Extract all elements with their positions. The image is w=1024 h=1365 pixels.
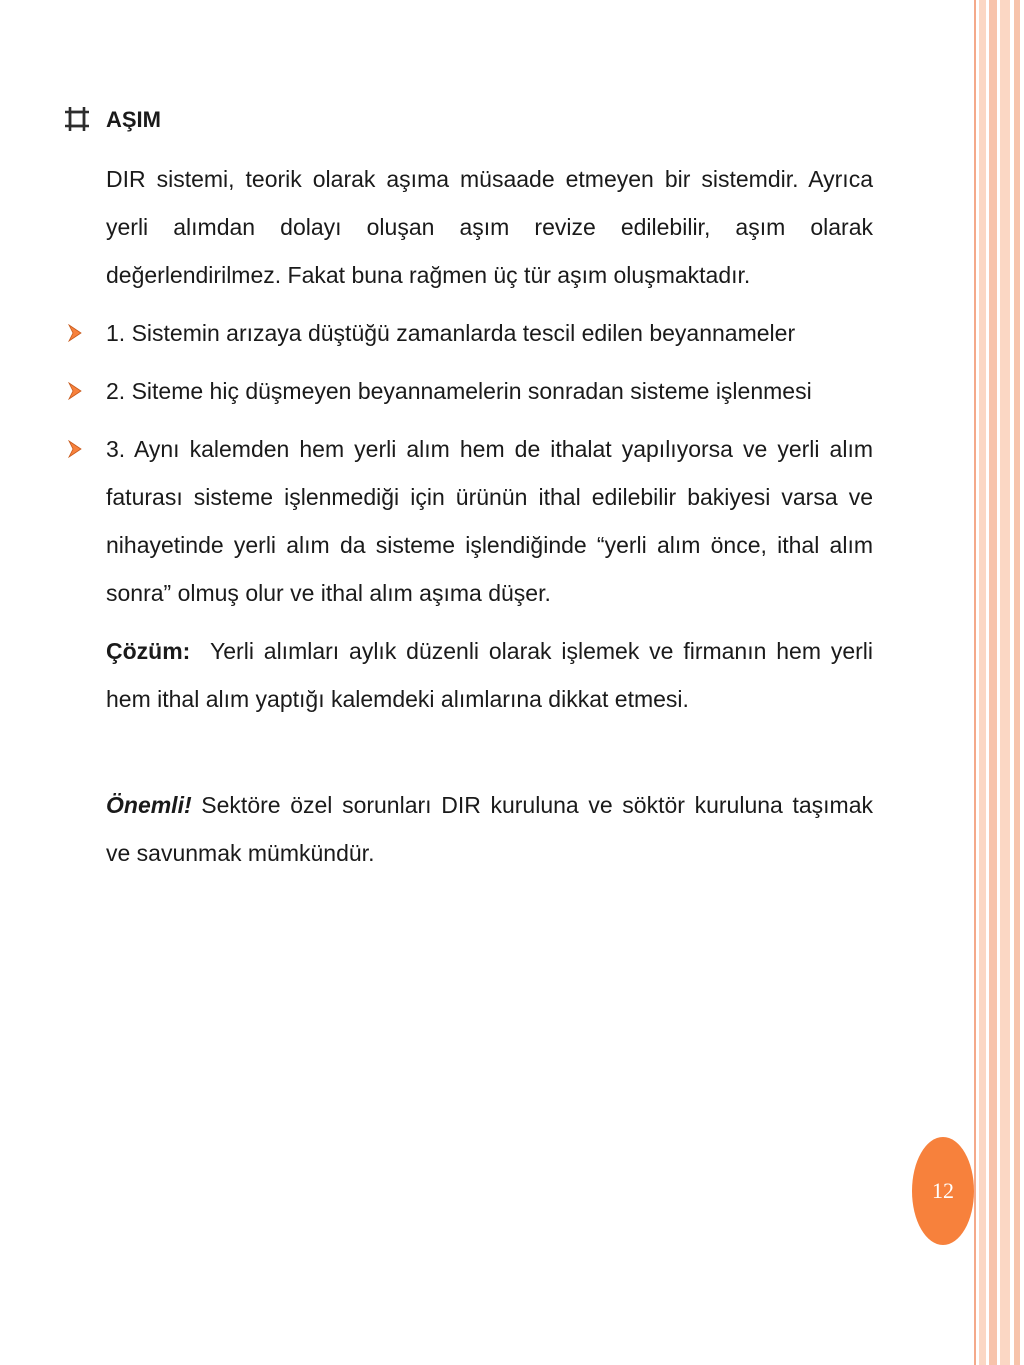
solution-text: Yerli alımları aylık düzenli olarak işlemek ve firmanın hem yerli hem ithal alım yaptığı kalemdeki alımlarına dikkat etmesi.: [106, 638, 874, 712]
important-paragraph: [106, 781, 873, 877]
arrow-bullet-icon: [68, 324, 82, 342]
solution-label: Çözüm:: [106, 638, 191, 664]
page-border-stripes: [974, 0, 1024, 1365]
arrow-bullet-icon: [68, 440, 82, 458]
page-number-badge: [912, 1137, 974, 1245]
bullet-item: [106, 367, 873, 415]
slide-content: [106, 100, 873, 900]
bullet-text: 1. Sistemin arızaya düştüğü zamanlarda tescil edilen beyannameler: [106, 320, 796, 346]
important-label: Önemli!: [106, 792, 192, 818]
bullet-text: 2. Siteme hiç düşmeyen beyannamelerin sonradan sisteme işlenmesi: [106, 378, 812, 404]
page-number: 12: [932, 1178, 954, 1203]
square-frame-icon: [65, 107, 89, 131]
arrow-bullet-icon: [68, 382, 82, 400]
section-heading: [106, 100, 873, 140]
section-title: AŞIM: [106, 107, 161, 132]
bullet-item: [106, 309, 873, 357]
solution-paragraph: [106, 627, 873, 723]
bullet-item: [106, 425, 873, 617]
important-text: Sektöre özel sorunları DIR kuruluna ve söktör kuruluna taşımak ve savunmak mümkündür.: [106, 792, 874, 866]
bullet-text: 3. Aynı kalemden hem yerli alım hem de ithalat yapılıyorsa ve yerli alım faturası sisteme işlenmediği için ürünün ithal edilebilir bakiyesi varsa ve nihayetinde yerli alım da sisteme işlendiğinde “yerli alım önce, ithal alım sonra” olmuş olur ve ithal alım aşıma düşer.: [106, 436, 873, 606]
intro-paragraph: DIR sistemi, teorik olarak aşıma müsaade etmeyen bir sistemdir. Ayrıca yerli alımdan dolayı oluşan aşım revize edilebilir, aşım olarak değerlendirilmez. Fakat buna rağmen üç tür aşım oluşmaktadır.: [106, 166, 873, 288]
